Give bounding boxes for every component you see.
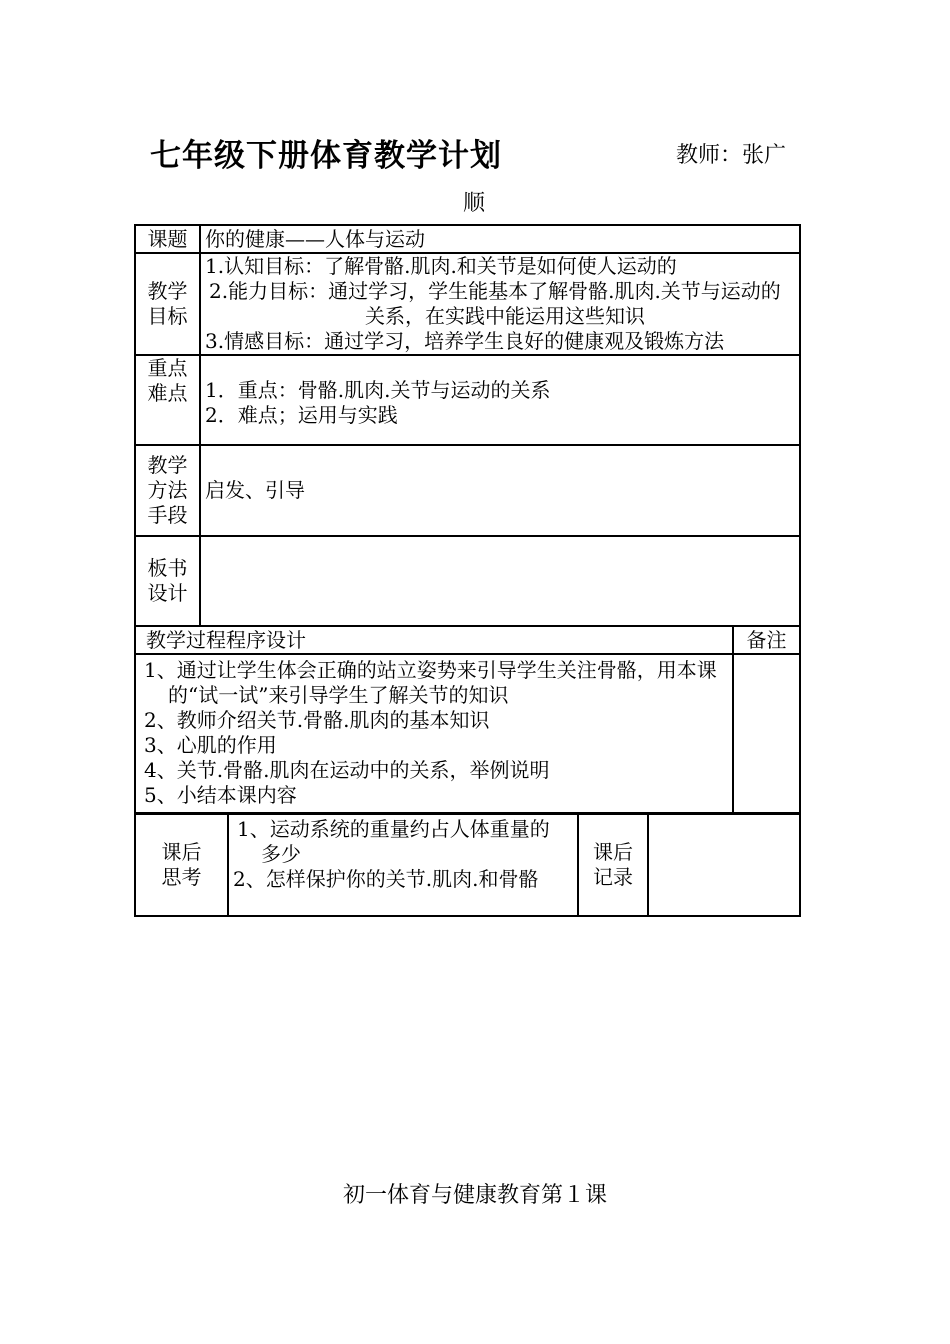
record-label: 课后记录 [578, 814, 648, 916]
topic-value: 你的健康——人体与运动 [200, 225, 800, 253]
goal-affective: 3.情感目标：通过学习，培养学生良好的健康观及锻炼方法 [205, 329, 725, 353]
after-class-table [134, 813, 801, 917]
remarks-label: 备注 [733, 626, 800, 654]
board-row [135, 536, 800, 626]
method-label: 教学方法手段 [135, 445, 200, 536]
goals-label: 教学目标 [135, 253, 200, 355]
process-label: 教学过程程序设计 [135, 626, 733, 654]
goals-row [135, 253, 800, 355]
process-step: 5、小结本课内容 [144, 783, 297, 807]
page-footer: 初一体育与健康教育第１课 [342, 1183, 607, 1208]
record-value [648, 814, 800, 916]
process-step: 3、心肌的作用 [144, 733, 277, 757]
process-step: 1、通过让学生体会正确的站立姿势来引导学生关注骨骼，用本课的“试一试”来引导学生了解关节的知识 [144, 658, 717, 707]
remarks-value [733, 654, 800, 813]
thinking-item: 1、运动系统的重量约占人体重量的多少 [237, 817, 550, 866]
goal-ability: 2.能力目标：通过学习，学生能基本了解骨骼.肌肉.关节与运动的关系，在实践中能运用这些知识 [209, 279, 781, 328]
goal-cognitive: 1.认知目标：了解骨骼.肌肉.和关节是如何使人运动的 [205, 254, 677, 278]
process-step: 4、关节.骨骼.肌肉在运动中的关系，举例说明 [144, 758, 550, 782]
keypoints-label: 重点难点 [135, 355, 200, 445]
keypoint-item: 2．难点；运用与实践 [205, 403, 398, 427]
keypoints-list [200, 355, 800, 445]
after-class-row [135, 814, 800, 916]
process-step: 2、教师介绍关节.骨骼.肌肉的基本知识 [144, 708, 490, 732]
method-row [135, 445, 800, 536]
board-value [200, 536, 800, 626]
topic-label: 课题 [135, 225, 200, 253]
thinking-item: 2、怎样保护你的关节.肌肉.和骨骼 [233, 867, 539, 891]
process-row [135, 654, 800, 813]
keypoint-item: 1．重点：骨骼.肌肉.关节与运动的关系 [205, 378, 551, 402]
thinking-label: 课后思考 [135, 814, 228, 916]
method-value: 启发、引导 [200, 445, 800, 536]
keypoints-row [135, 355, 800, 445]
lesson-plan-table [134, 224, 801, 814]
teacher-name-continued: 顺 [463, 191, 486, 216]
process-header-row [135, 626, 800, 654]
page-title: 七年级下册体育教学计划 [150, 138, 502, 174]
process-steps [135, 654, 733, 813]
topic-row [135, 225, 800, 253]
goals-list [200, 253, 800, 355]
board-label: 板书设计 [135, 536, 200, 626]
teacher-name: 教师：张广 [676, 143, 787, 168]
thinking-list [228, 814, 578, 916]
